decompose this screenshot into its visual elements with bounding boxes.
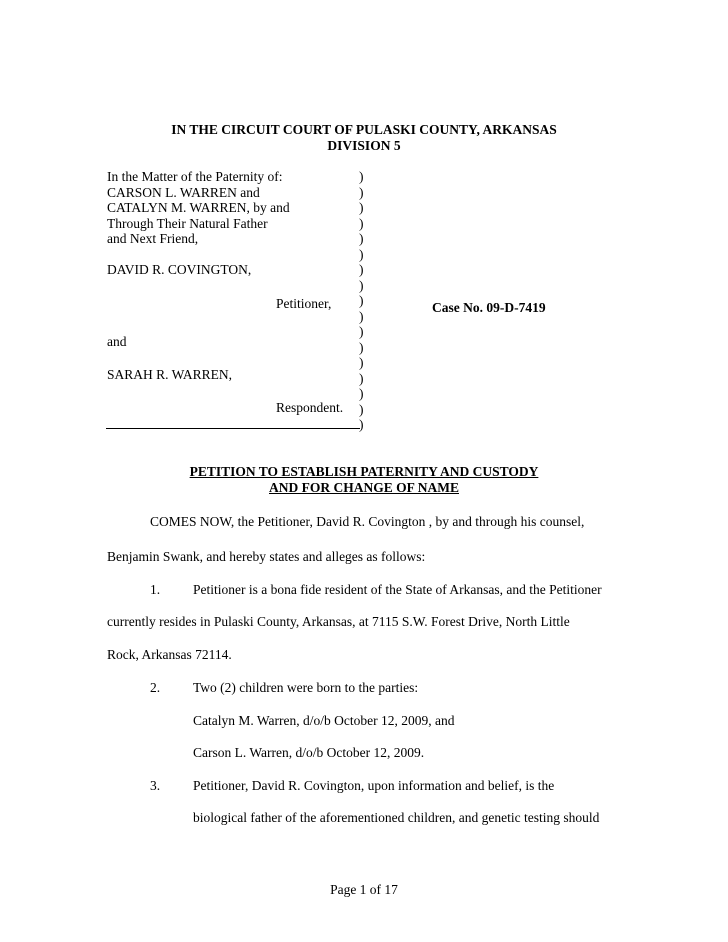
para-1-line-1: Petitioner is a bona fide resident of the State of Arkansas, and the Petitioner — [193, 582, 602, 597]
paren: ) — [359, 308, 364, 324]
paren: ) — [359, 169, 364, 184]
court-heading-line2: DIVISION 5 — [327, 138, 401, 153]
caption-line — [107, 247, 290, 263]
para-1-number: 1. — [150, 582, 161, 597]
page-number: Page 1 of 17 — [330, 882, 398, 897]
para-2-child-1: Catalyn M. Warren, d/o/b October 12, 2009, and — [193, 713, 455, 728]
caption-line: CATALYN M. WARREN, by and — [107, 200, 290, 215]
paren: ) — [359, 324, 364, 339]
paren: ) — [359, 277, 364, 293]
paren: ) — [359, 401, 364, 417]
intro-line-2: Benjamin Swank, and hereby states and alleges as follows: — [107, 549, 426, 564]
paren: ) — [359, 339, 364, 355]
para-1-line-3: Rock, Arkansas 72114. — [107, 647, 232, 662]
court-heading-line1: IN THE CIRCUIT COURT OF PULASKI COUNTY, ARKANSAS — [171, 122, 557, 137]
paren: ) — [359, 370, 364, 386]
para-2-line-1: Two (2) children were born to the parties: — [193, 680, 419, 695]
paren: ) — [359, 231, 364, 246]
caption-line: CARSON L. WARREN and — [107, 184, 260, 200]
court-heading — [0, 122, 728, 154]
paren: ) — [359, 417, 364, 432]
petition-title-line2: AND FOR CHANGE OF NAME — [269, 480, 459, 495]
para-3-line-2: biological father of the aforementioned children, and genetic testing should — [193, 810, 600, 825]
respondent-label: Respondent. — [276, 400, 344, 415]
case-number: Case No. 09-D-7419 — [432, 300, 546, 315]
para-2-child-2: Carson L. Warren, d/o/b October 12, 2009. — [193, 745, 425, 760]
caption-signature-line — [106, 428, 360, 429]
paren: ) — [359, 293, 364, 308]
and-label: and — [107, 334, 127, 349]
paren: ) — [359, 246, 364, 262]
caption-line: DAVID R. COVINGTON, — [107, 262, 252, 277]
caption-left — [107, 169, 290, 278]
petitioner-label: Petitioner, — [276, 296, 332, 311]
paren: ) — [359, 215, 364, 231]
caption-paren-column — [359, 169, 364, 433]
paren: ) — [359, 355, 364, 370]
petition-title — [0, 464, 728, 496]
respondent-name: SARAH R. WARREN, — [107, 367, 233, 382]
paren: ) — [359, 184, 364, 200]
para-3-line-1: Petitioner, David R. Covington, upon information and belief, is the — [193, 778, 555, 793]
caption-line: In the Matter of the Paternity of: — [107, 169, 283, 184]
paren: ) — [359, 200, 364, 215]
petition-title-line1: PETITION TO ESTABLISH PATERNITY AND CUSTODY — [189, 464, 539, 479]
para-1-line-2: currently resides in Pulaski County, Arkansas, at 7115 S.W. Forest Drive, North Little — [107, 614, 570, 629]
para-2-number: 2. — [150, 680, 161, 695]
paren: ) — [359, 386, 364, 401]
para-3-number: 3. — [150, 778, 161, 793]
caption-line: and Next Friend, — [107, 231, 199, 246]
caption-line: Through Their Natural Father — [107, 215, 268, 231]
intro-line-1: COMES NOW, the Petitioner, David R. Covington , by and through his counsel, — [150, 514, 585, 529]
paren: ) — [359, 262, 364, 277]
